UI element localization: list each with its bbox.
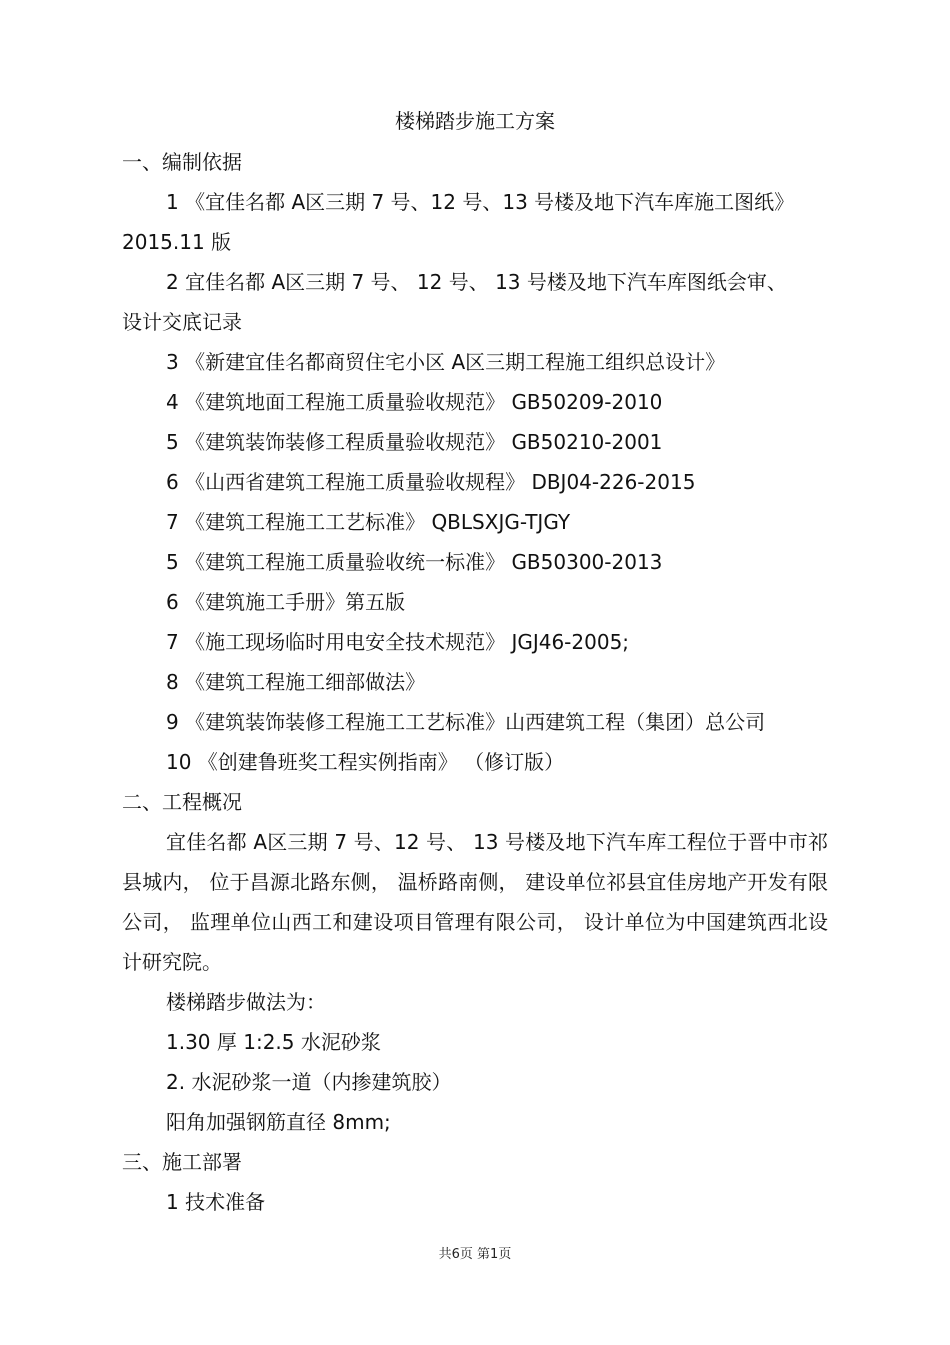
stair-method-item: 2. 水泥砂浆一道（内掺建筑胶）	[166, 1070, 452, 1094]
reference-item: 8 《建筑工程施工细部做法》	[166, 670, 426, 694]
reference-item: 5 《建筑装饰装修工程质量验收规范》 GB50210-2001	[166, 430, 663, 454]
page-footer: 共6页 第1页	[438, 1247, 512, 1262]
overview-paragraph: 宜佳名都 A区三期 7 号、12 号、 13 号楼及地下汽车库工程位于晋中市祁县城内， 位于昌源北路东侧， 温桥路南侧， 建设单位祁县宜佳房地产开发有限公司， 监理单位山西工和建设项目管理有限公司， 设计单位为中国建筑西北设计研究院。	[122, 830, 828, 974]
stair-method-item: 阳角加强钢筋直径 8mm;	[166, 1110, 391, 1134]
reference-item: 6 《山西省建筑工程施工质量验收规程》 DBJ04-226-2015	[166, 470, 696, 494]
reference-item: 7 《建筑工程施工工艺标准》 QBLSXJG-TJGY	[166, 510, 571, 534]
subsection-heading: 1 技术准备	[166, 1190, 266, 1214]
section-heading-deployment: 三、施工部署	[122, 1150, 242, 1174]
reference-item: 4 《建筑地面工程施工质量验收规范》 GB50209-2010	[166, 390, 663, 414]
reference-item-continuation: 2015.11 版	[122, 230, 232, 254]
reference-item: 7 《施工现场临时用电安全技术规范》 JGJ46-2005;	[166, 630, 630, 654]
reference-item: 6 《建筑施工手册》第五版	[166, 590, 406, 614]
section-heading-overview: 二、工程概况	[122, 790, 242, 814]
reference-item: 9 《建筑装饰装修工程施工工艺标准》山西建筑工程（集团）总公司	[166, 710, 766, 734]
document-body	[122, 142, 828, 1222]
document-title: 楼梯踏步施工方案	[395, 109, 555, 133]
reference-item: 2 宜佳名都 A区三期 7 号、 12 号、 13 号楼及地下汽车库图纸会审、	[166, 270, 787, 294]
stair-method-item: 1.30 厚 1:2.5 水泥砂浆	[166, 1030, 381, 1054]
reference-item: 10 《创建鲁班奖工程实例指南》 （修订版）	[166, 750, 565, 774]
reference-item: 1 《宜佳名都 A区三期 7 号、12 号、13 号楼及地下汽车库施工图纸》	[166, 190, 795, 214]
reference-item: 5 《建筑工程施工质量验收统一标准》 GB50300-2013	[166, 550, 663, 574]
section-heading-basis: 一、编制依据	[122, 150, 242, 174]
reference-item-continuation: 设计交底记录	[122, 310, 242, 334]
stair-method-heading: 楼梯踏步做法为：	[166, 990, 326, 1014]
reference-item: 3 《新建宜佳名都商贸住宅小区 A区三期工程施工组织总设计》	[166, 350, 726, 374]
